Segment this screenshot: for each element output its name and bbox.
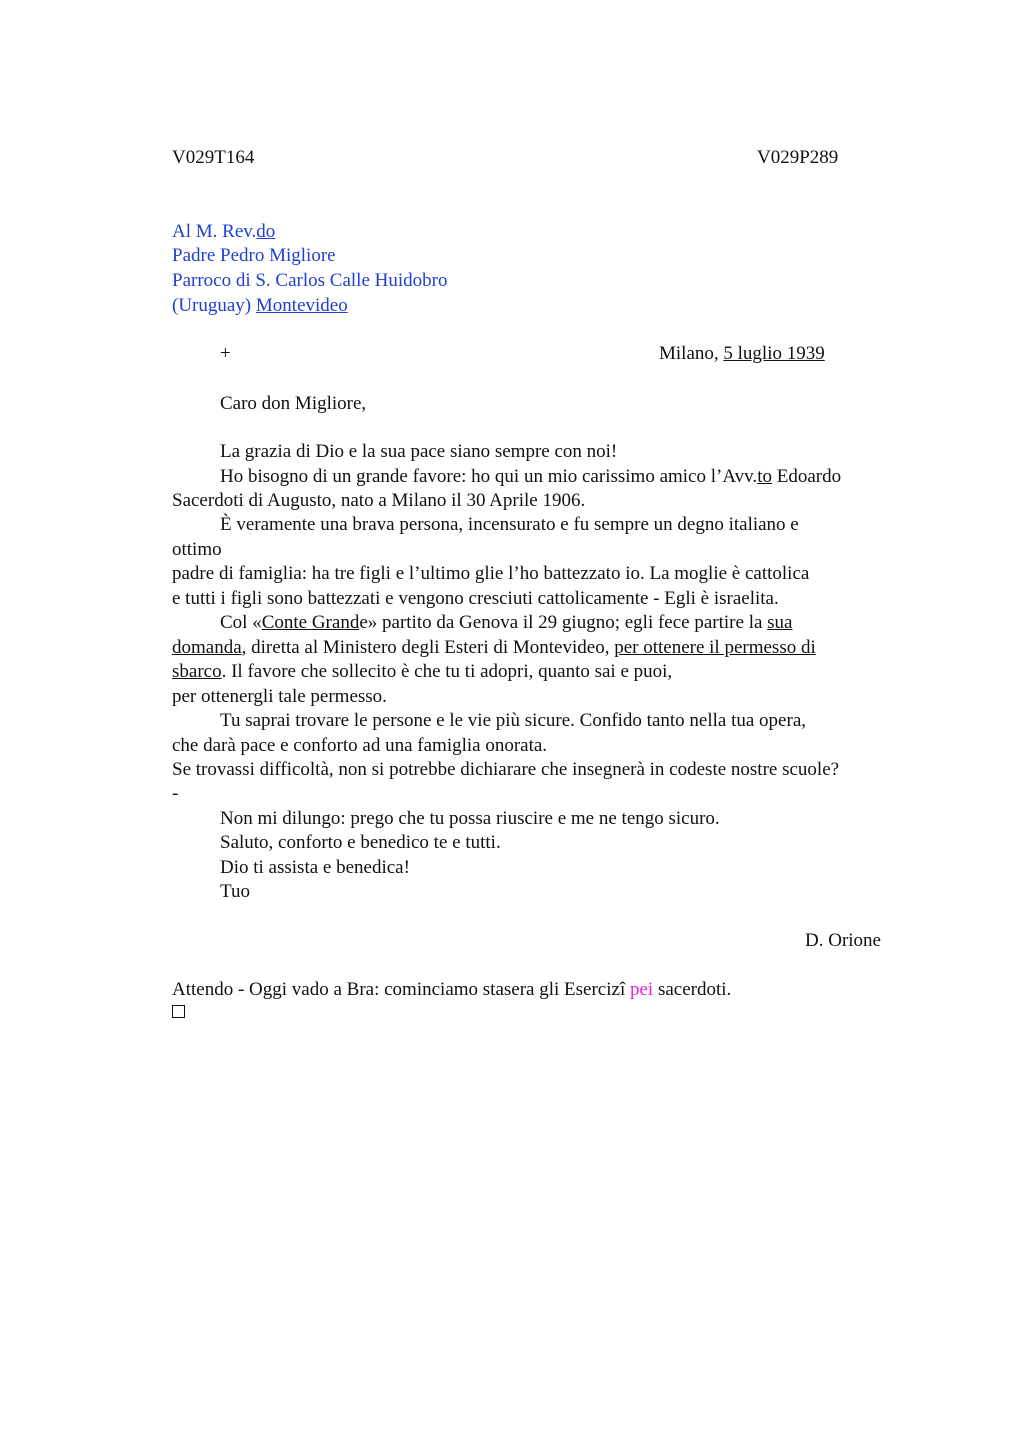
checkbox-square-icon bbox=[172, 1005, 185, 1018]
body-line: Se trovassi difficoltà, non si potrebbe dichiarare che insegnerà in codeste nostre scuole? bbox=[172, 759, 840, 780]
body-line: Sacerdoti di Augusto, nato a Milano il 30 Aprile 1906. bbox=[172, 490, 586, 511]
body-line: Tu saprai trovare le persone e le vie più sicure. Confido tanto nella tua opera, bbox=[220, 710, 807, 731]
signature: D. Orione bbox=[805, 930, 881, 951]
body-line: Tuo bbox=[220, 881, 250, 902]
annotation-text: pei bbox=[625, 979, 654, 1000]
dateline-date: 5 luglio 1939 bbox=[723, 343, 825, 364]
dateline-place: Milano, bbox=[659, 343, 724, 364]
body-line: sbarco. Il favore che sollecito è che tu ti adopri, quanto sai e puoi, bbox=[172, 661, 673, 682]
address-line-4 bbox=[172, 294, 348, 318]
body-line: padre di famiglia: ha tre figli e l’ultimo glie l’ho battezzato io. La moglie è cattolica bbox=[172, 563, 810, 584]
ship-name: Conte Grand bbox=[261, 612, 360, 633]
dateline bbox=[659, 342, 825, 366]
address-title-suffix: do bbox=[256, 221, 276, 242]
address-title: Al M. Rev. bbox=[172, 221, 257, 242]
postscript: Attendo - Oggi vado a Bra: cominciamo stasera gli Esercizî pei sacerdoti. bbox=[172, 979, 732, 1000]
body-line: Saluto, conforto e benedico te e tutti. bbox=[220, 832, 501, 853]
body-line: - bbox=[172, 783, 179, 804]
body-line: ottimo bbox=[172, 539, 222, 560]
body-line: e tutti i figli sono battezzati e vengono cresciuti cattolicamente - Egli è israelita. bbox=[172, 588, 779, 609]
cross-symbol: + bbox=[220, 343, 231, 364]
address-line-2: Padre Pedro Migliore bbox=[172, 245, 336, 266]
address-city: Montevideo bbox=[255, 295, 348, 316]
address-line-3: Parroco di S. Carlos Calle Huidobro bbox=[172, 270, 448, 291]
body-line: che darà pace e conforto ad una famiglia onorata. bbox=[172, 735, 548, 756]
body-line: Col «Conte Grande» partito da Genova il 29 giugno; egli fece partire la sua bbox=[220, 612, 793, 633]
address-country: (Uruguay) bbox=[172, 295, 256, 316]
body-line: per ottenergli tale permesso. bbox=[172, 686, 387, 707]
body-line: Non mi dilungo: prego che tu possa riuscire e me ne tengo sicuro. bbox=[220, 808, 720, 829]
address-line-1 bbox=[172, 220, 275, 244]
body-line: La grazia di Dio e la sua pace siano sempre con noi! bbox=[220, 441, 618, 462]
body-line: È veramente una brava persona, incensurato e fu sempre un degno italiano e bbox=[220, 514, 799, 535]
body-line: Dio ti assista e benedica! bbox=[220, 857, 410, 878]
salutation: Caro don Migliore, bbox=[220, 393, 367, 414]
body-line: domanda, diretta al Ministero degli Esteri di Montevideo, per ottenere il permesso di bbox=[172, 637, 816, 658]
body-line: Ho bisogno di un grande favore: ho qui un mio carissimo amico l’Avv.to Edoardo bbox=[220, 466, 842, 487]
document-code-right: V029P289 bbox=[757, 147, 839, 168]
document-code-left: V029T164 bbox=[172, 147, 255, 168]
